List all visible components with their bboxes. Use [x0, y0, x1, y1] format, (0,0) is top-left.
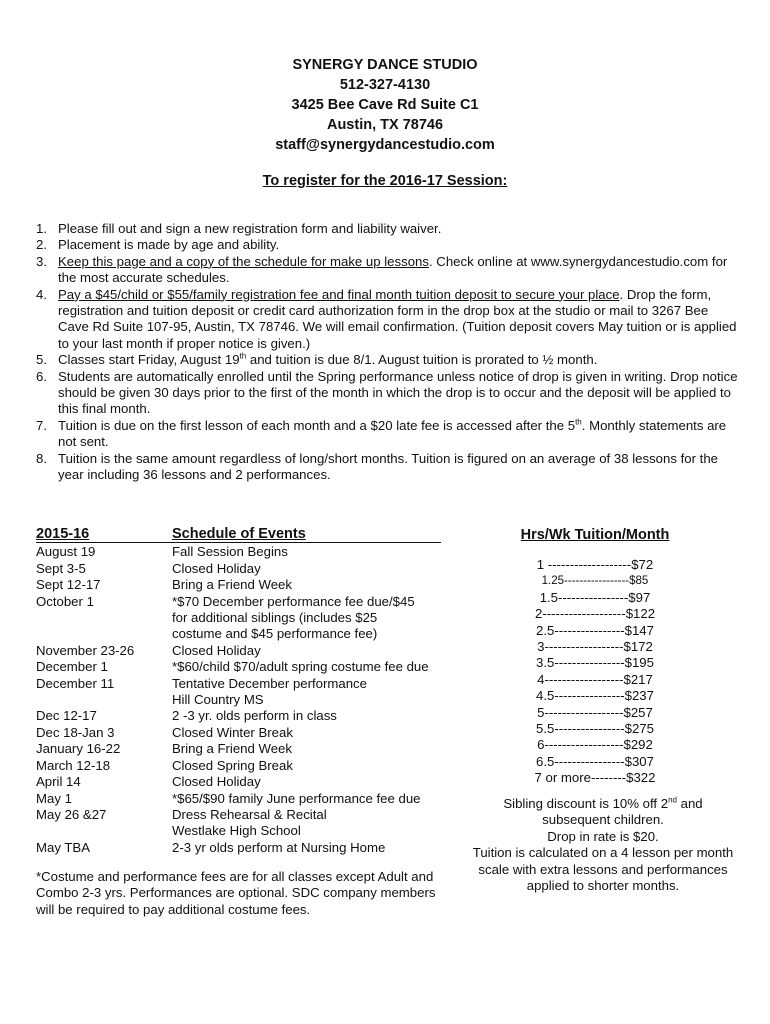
- schedule-date: August 19: [36, 544, 96, 560]
- tuition-row: 1.5----------------$97: [539, 589, 651, 605]
- studio-email: staff@synergydancestudio.com: [275, 137, 495, 153]
- schedule-date: January 16-22: [36, 741, 121, 757]
- schedule-row: [36, 676, 436, 692]
- schedule-date: [36, 823, 172, 839]
- schedule-event: 2 -3 yr. olds perform in class: [172, 708, 337, 724]
- step-3: 3. Keep this page and a copy of the schedule for make up lessons. Check online at www.synergydancestudio.com for the most accurate schedules.: [36, 253, 728, 286]
- schedule-row: [36, 626, 436, 642]
- schedule-date: May 1: [36, 790, 72, 806]
- schedule-date: April 14: [36, 774, 81, 790]
- schedule-event: *$65/$90 family June performance fee due: [172, 790, 421, 806]
- schedule-row: [36, 741, 436, 757]
- step-2: 2. Placement is made by age and ability.: [36, 237, 280, 253]
- costume-footnote: *Costume and performance fees are for all classes except Adult and Combo 2-3 yrs. Performances are optional. SDC company members will be required to pay additional costume fees.: [36, 869, 436, 917]
- tuition-header: Hrs/Wk Tuition/Month: [520, 527, 670, 543]
- registration-steps: [36, 221, 741, 484]
- schedule-row: [36, 823, 436, 839]
- schedule-event: Closed Holiday: [172, 560, 261, 576]
- tuition-row: 6------------------$292: [537, 737, 653, 753]
- schedule-event: costume and $45 performance fee): [172, 626, 378, 642]
- schedule-date: [36, 626, 172, 642]
- studio-name: SYNERGY DANCE STUDIO: [292, 57, 478, 73]
- drop-in-rate: Drop in rate is $20.: [547, 828, 659, 844]
- schedule-row: [36, 594, 436, 610]
- schedule-row: [36, 840, 436, 856]
- schedule-row: [36, 544, 436, 560]
- schedule-event: 2-3 yr olds perform at Nursing Home: [172, 839, 386, 855]
- schedule-date: Dec 12-17: [36, 708, 97, 724]
- schedule-events-label: Schedule of Events: [172, 526, 306, 542]
- schedule-header-rule: [36, 542, 441, 543]
- schedule-date: November 23-26: [36, 642, 135, 658]
- tuition-notes: [468, 796, 738, 894]
- step-7: 7. Tuition is due on the first lesson of each month and a $20 late fee is accessed after the 5th. Monthly statements are not sent.: [36, 417, 727, 450]
- schedule-year-label: 2015-16: [36, 526, 90, 542]
- schedule-date: Sept 3-5: [36, 560, 86, 576]
- schedule-event: Westlake High School: [172, 823, 301, 839]
- schedule-event: for additional siblings (includes $25: [172, 610, 378, 626]
- registration-title: To register for the 2016-17 Session:: [262, 173, 508, 189]
- tuition-row: 1.25-----------------$85: [541, 575, 649, 588]
- step-8: 8. Tuition is the same amount regardless of long/short months. Tuition is figured on an average of 38 lessons for the year including 36 lessons and 2 performances.: [36, 450, 718, 483]
- schedule-row: [36, 774, 436, 790]
- schedule-row: [36, 643, 436, 659]
- schedule-event: Closed Holiday: [172, 774, 261, 790]
- step-5: 5. Classes start Friday, August 19th and tuition is due 8/1. August tuition is prorated to ½ month.: [36, 351, 598, 368]
- schedule-event: Tentative December performance: [172, 675, 367, 691]
- schedule-row: [36, 659, 436, 675]
- schedule-date: October 1: [36, 593, 94, 609]
- tuition-row: 6.5----------------$307: [536, 753, 654, 769]
- schedule-date: May TBA: [36, 839, 90, 855]
- schedule-event: Fall Session Begins: [172, 544, 288, 560]
- schedule-event: *$70 December performance fee due/$45: [172, 593, 415, 609]
- schedule-event: Closed Holiday: [172, 642, 261, 658]
- tuition-row: 7 or more--------$322: [534, 770, 656, 786]
- schedule-event: Bring a Friend Week: [172, 577, 292, 593]
- schedule-date: Dec 18-Jan 3: [36, 724, 115, 740]
- tuition-row: 5.5----------------$275: [536, 721, 654, 737]
- tuition-calc-note: Tuition is calculated on a 4 lesson per month scale with extra lessons and performances applied to shorter months.: [472, 845, 734, 894]
- schedule-of-events: [36, 526, 436, 856]
- tuition-row: 2.5----------------$147: [536, 622, 654, 638]
- schedule-date: December 1: [36, 659, 108, 675]
- tuition-row: 2-------------------$122: [534, 606, 656, 622]
- schedule-date: [36, 610, 172, 626]
- schedule-date: March 12-18: [36, 757, 111, 773]
- schedule-row: [36, 758, 436, 774]
- tuition-row: 4------------------$217: [537, 671, 653, 687]
- schedule-row: [36, 807, 436, 823]
- schedule-row: [36, 791, 436, 807]
- step-1: 1. Please fill out and sign a new registration form and liability waiver.: [36, 221, 442, 236]
- studio-city: Austin, TX 78746: [326, 117, 444, 133]
- schedule-event: Dress Rehearsal & Recital: [172, 806, 327, 822]
- tuition-row: 5------------------$257: [537, 704, 653, 720]
- studio-header: [0, 55, 770, 155]
- studio-phone: 512-327-4130: [339, 77, 431, 93]
- sibling-discount: Sibling discount is 10% off 2nd and subsequent children.: [503, 795, 703, 828]
- tuition-row: 3.5----------------$195: [536, 655, 654, 671]
- schedule-row: [36, 692, 436, 708]
- schedule-event: Closed Spring Break: [172, 757, 293, 773]
- schedule-date: [36, 692, 172, 708]
- schedule-rows: [36, 544, 436, 856]
- schedule-date: Sept 12-17: [36, 577, 101, 593]
- schedule-event: Hill Country MS: [172, 692, 264, 708]
- schedule-row: [36, 561, 436, 577]
- step-4: 4. Pay a $45/child or $55/family registration fee and final month tuition deposit to secure your place. Drop the form, registration and tuition deposit or credit card authorization form in the drop box at the studio or mail to 3267 Bee Cave Rd Suite 107-95, Austin, TX 78746. We will email confirmation. (Tuition deposit covers May tuition or is applied to your last month if proper notice is given.): [36, 286, 737, 351]
- tuition-row: 1 -------------------$72: [536, 557, 654, 572]
- tuition-table: [500, 557, 690, 787]
- studio-street: 3425 Bee Cave Rd Suite C1: [291, 97, 479, 113]
- schedule-event: *$60/child $70/adult spring costume fee due: [172, 659, 429, 675]
- schedule-row: [36, 577, 436, 593]
- schedule-date: December 11: [36, 675, 115, 691]
- tuition-row: 3------------------$172: [537, 639, 653, 655]
- schedule-event: Bring a Friend Week: [172, 741, 292, 757]
- schedule-event: Closed Winter Break: [172, 724, 293, 740]
- step-6: 6. Students are automatically enrolled until the Spring performance unless notice of drop is given in writing. Drop notice should be given 30 days prior to the first of the month in which the drop is to occur and the deposit will be applied to this final month.: [36, 368, 738, 417]
- schedule-row: [36, 610, 436, 626]
- schedule-date: May 26 &27: [36, 806, 107, 822]
- tuition-row: 4.5----------------$237: [536, 688, 654, 704]
- schedule-row: [36, 708, 436, 724]
- schedule-row: [36, 725, 436, 741]
